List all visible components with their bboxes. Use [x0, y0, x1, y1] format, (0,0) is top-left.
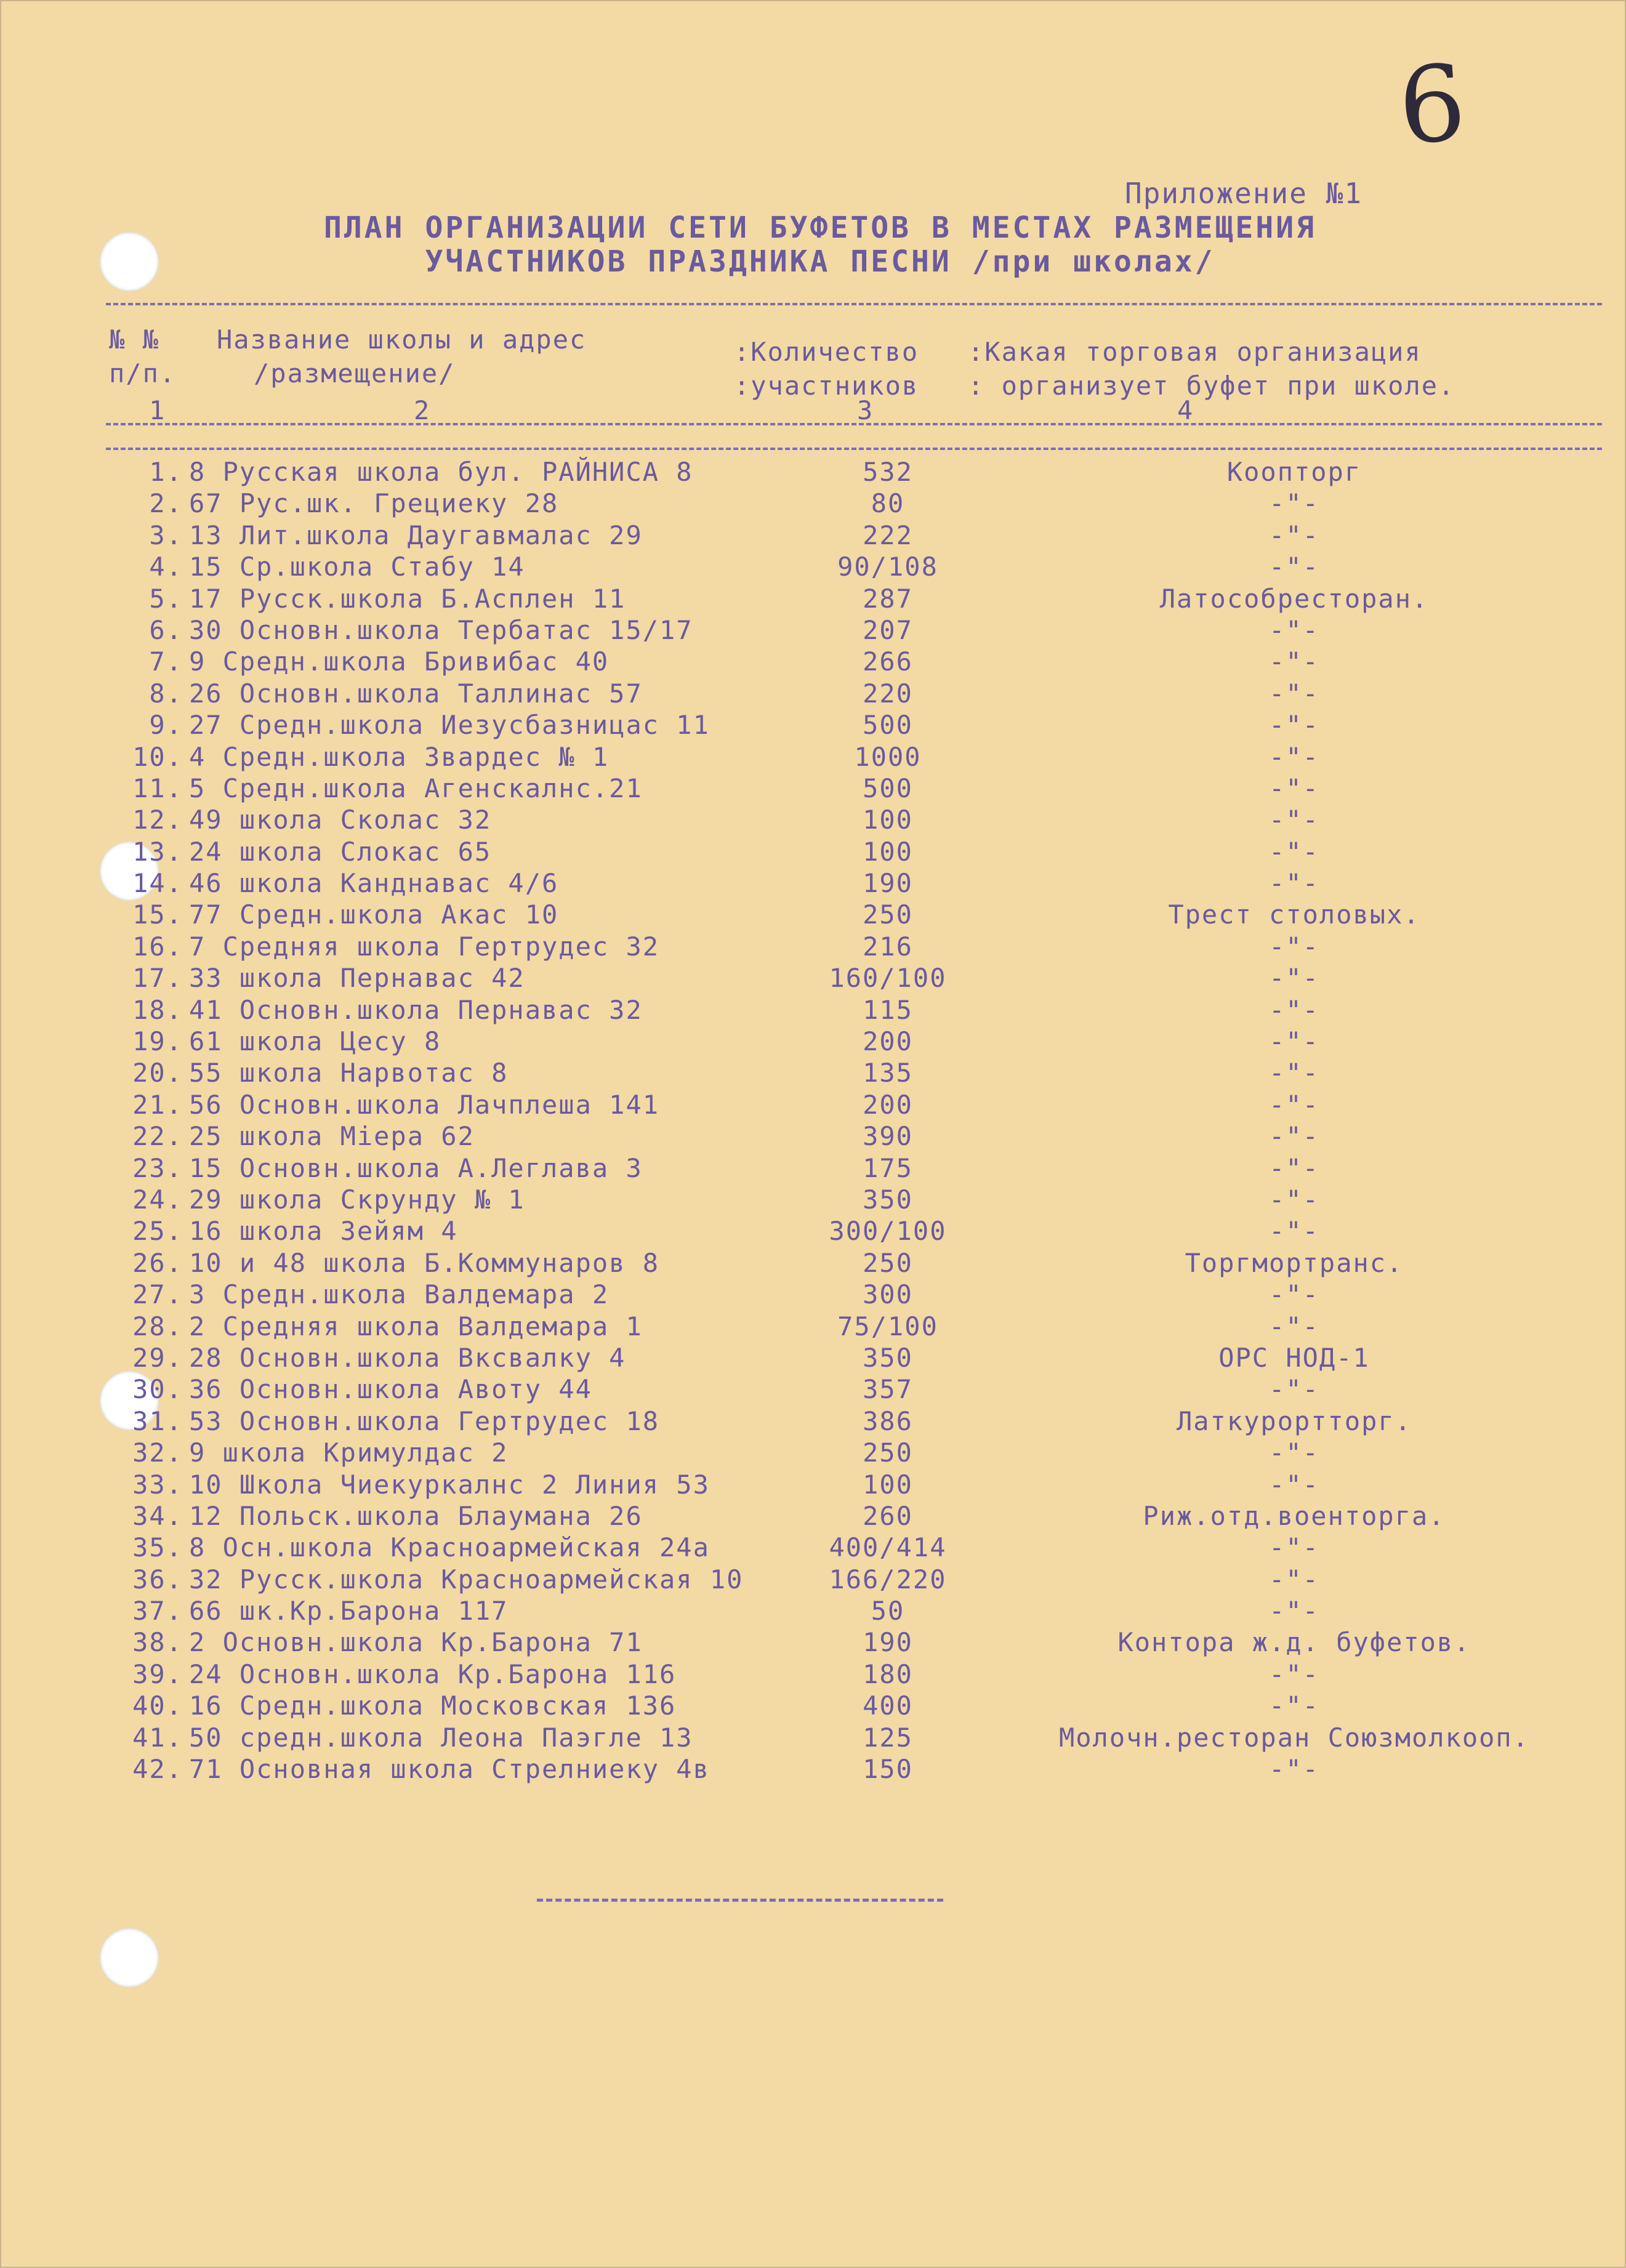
row-number: 5. — [149, 583, 183, 614]
row-number: 3. — [149, 520, 183, 550]
row-number: 25. — [132, 1216, 183, 1247]
participant-count: 80 — [871, 488, 905, 519]
closing-rule — [537, 1899, 943, 1902]
table-row — [1, 615, 1626, 646]
row-number: 19. — [132, 1026, 183, 1057]
handwritten-page-number: 6 — [1395, 42, 1470, 169]
participant-count: 220 — [863, 678, 913, 709]
school-address: 41 Основн.школа Пернавас 32 — [189, 994, 643, 1025]
trade-organization: -"- — [1269, 520, 1319, 550]
school-address: 29 школа Скрунду № 1 — [189, 1184, 525, 1215]
school-address: 71 Основная школа Стрелниеку 4в — [189, 1754, 710, 1785]
trade-organization: -"- — [1269, 1532, 1319, 1563]
table-row — [1, 710, 1626, 741]
table-row — [1, 1374, 1626, 1405]
table-row — [1, 805, 1626, 836]
trade-organization: -"- — [1269, 741, 1319, 772]
table-row — [1, 1121, 1626, 1152]
trade-organization: -"- — [1269, 1279, 1319, 1310]
trade-organization: -"- — [1269, 1121, 1319, 1152]
table-row — [1, 584, 1626, 615]
trade-organization: Контора ж.д. буфетов. — [1117, 1627, 1471, 1658]
participant-count: 532 — [863, 457, 913, 487]
row-number: 22. — [132, 1121, 183, 1152]
table-row — [1, 646, 1626, 678]
school-address: 16 Средн.школа Московская 136 — [189, 1691, 677, 1721]
table-row — [1, 931, 1626, 963]
row-number: 27. — [132, 1279, 183, 1310]
row-number: 21. — [132, 1089, 183, 1120]
school-address: 61 школа Цесу 8 — [189, 1026, 441, 1057]
trade-organization: -"- — [1269, 552, 1319, 582]
table-row — [1, 457, 1626, 488]
trade-organization: -"- — [1269, 1596, 1319, 1627]
school-address: 24 школа Слокас 65 — [189, 836, 492, 867]
school-address: 2 Средняя школа Валдемара 1 — [189, 1311, 643, 1341]
table-row — [1, 773, 1626, 805]
row-number: 42. — [132, 1754, 183, 1785]
document-title-line-1: ПЛАН ОРГАНИЗАЦИИ СЕТИ БУФЕТОВ В МЕСТАХ РАЗМЕЩЕНИЯ — [323, 211, 1317, 245]
participant-count: 190 — [863, 1627, 913, 1658]
trade-organization: -"- — [1269, 678, 1319, 709]
row-number: 13. — [132, 836, 183, 867]
participant-count: 90/108 — [837, 552, 938, 582]
participant-count: 500 — [863, 710, 913, 741]
participant-count: 115 — [863, 994, 913, 1025]
participant-count: 166/220 — [829, 1564, 947, 1594]
column-number-2: 2 — [414, 395, 430, 425]
school-address: 46 школа Канднавас 4/6 — [189, 868, 559, 899]
trade-organization: -"- — [1269, 710, 1319, 741]
participant-count: 386 — [863, 1405, 913, 1436]
school-address: 32 Русск.школа Красноармейская 10 — [189, 1564, 744, 1594]
school-address: 12 Польск.школа Блаумана 26 — [189, 1500, 643, 1531]
school-address: 33 школа Пернавас 42 — [189, 963, 525, 994]
school-address: 16 школа Зейям 4 — [189, 1216, 458, 1247]
trade-organization: -"- — [1269, 1058, 1319, 1088]
table-row — [1, 1501, 1626, 1532]
participant-count: 350 — [863, 1184, 913, 1215]
trade-organization: -"- — [1269, 805, 1319, 835]
row-number: 31. — [132, 1405, 183, 1436]
participant-count: 400/414 — [829, 1532, 947, 1563]
participant-count: 200 — [863, 1089, 913, 1120]
table-row — [1, 520, 1626, 552]
trade-organization: -"- — [1269, 1659, 1319, 1689]
trade-organization: Риж.отд.военторга. — [1143, 1500, 1446, 1531]
row-number: 4. — [149, 552, 183, 582]
table-row — [1, 837, 1626, 868]
participant-count: 250 — [863, 1247, 913, 1278]
participant-count: 250 — [863, 1438, 913, 1468]
table-row — [1, 868, 1626, 899]
row-number: 41. — [132, 1722, 183, 1753]
row-number: 32. — [132, 1438, 183, 1468]
school-address: 13 Лит.школа Даугавмалас 29 — [189, 520, 643, 550]
row-number: 37. — [132, 1596, 183, 1627]
table-row — [1, 1026, 1626, 1058]
participant-count: 175 — [863, 1152, 913, 1183]
school-address: 3 Средн.школа Валдемара 2 — [189, 1279, 610, 1310]
participant-count: 135 — [863, 1058, 913, 1088]
table-row — [1, 1470, 1626, 1501]
trade-organization: Латособресторан. — [1159, 583, 1429, 614]
header-bottom-rule — [106, 423, 1602, 425]
participant-count: 500 — [863, 773, 913, 803]
table-row — [1, 1754, 1626, 1785]
school-address: 17 Русск.школа Б.Асплен 11 — [189, 583, 626, 614]
header-school-line2: /размещение/ — [254, 358, 456, 388]
school-address: 53 Основн.школа Гертрудес 18 — [189, 1405, 660, 1436]
trade-organization: -"- — [1269, 836, 1319, 867]
participant-count: 266 — [863, 646, 913, 677]
participant-count: 75/100 — [837, 1311, 938, 1341]
trade-organization: Молочн.ресторан Союзмолкооп. — [1058, 1722, 1529, 1753]
buffet-plan-table — [1, 457, 1626, 1785]
school-address: 8 Русская школа бул. РАЙНИСА 8 — [189, 457, 693, 487]
participant-count: 160/100 — [829, 963, 947, 994]
row-number: 1. — [149, 457, 183, 487]
school-address: 28 Основн.школа Вксвалку 4 — [189, 1342, 626, 1373]
row-number: 18. — [132, 994, 183, 1025]
trade-organization: -"- — [1269, 773, 1319, 803]
table-row — [1, 963, 1626, 994]
table-row — [1, 678, 1626, 710]
school-address: 36 Основн.школа Авоту 44 — [189, 1374, 592, 1405]
table-row — [1, 1691, 1626, 1722]
participant-count: 1000 — [854, 741, 922, 772]
table-row — [1, 1090, 1626, 1121]
appendix-label: Приложение №1 — [1125, 177, 1363, 210]
participant-count: 390 — [863, 1121, 913, 1152]
school-address: 4 Средн.школа Звардес № 1 — [189, 741, 610, 772]
trade-organization: -"- — [1269, 1184, 1319, 1215]
trade-organization: -"- — [1269, 1564, 1319, 1594]
participant-count: 200 — [863, 1026, 913, 1057]
row-number: 38. — [132, 1627, 183, 1658]
school-address: 26 Основн.школа Таллинас 57 — [189, 678, 643, 709]
participant-count: 222 — [863, 520, 913, 550]
row-number: 24. — [132, 1184, 183, 1215]
table-row — [1, 1216, 1626, 1247]
participant-count: 180 — [863, 1659, 913, 1689]
header-org-line1: :Какая торговая организация — [968, 337, 1422, 367]
participant-count: 216 — [863, 931, 913, 962]
trade-organization: -"- — [1269, 614, 1319, 645]
school-address: 49 школа Сколас 32 — [189, 805, 492, 835]
row-number: 16. — [132, 931, 183, 962]
row-number: 10. — [132, 741, 183, 772]
table-row — [1, 488, 1626, 520]
row-number: 17. — [132, 963, 183, 994]
column-number-1: 1 — [149, 395, 165, 425]
row-number: 11. — [132, 773, 183, 803]
row-number: 7. — [149, 646, 183, 677]
row-number: 33. — [132, 1469, 183, 1500]
table-row — [1, 1248, 1626, 1279]
table-row — [1, 1723, 1626, 1754]
row-number: 28. — [132, 1311, 183, 1341]
trade-organization: -"- — [1269, 1089, 1319, 1120]
trade-organization: -"- — [1269, 1216, 1319, 1247]
trade-organization: -"- — [1269, 868, 1319, 899]
body-top-rule — [106, 448, 1602, 450]
trade-organization: Трест столовых. — [1168, 899, 1420, 930]
table-row — [1, 1659, 1626, 1691]
school-address: 50 средн.школа Леона Паэгле 13 — [189, 1722, 693, 1753]
participant-count: 50 — [871, 1596, 905, 1627]
header-school-line1: Название школы и адрес — [217, 324, 587, 355]
row-number: 34. — [132, 1500, 183, 1531]
trade-organization: -"- — [1269, 646, 1319, 677]
header-no-line1: № № — [109, 324, 159, 355]
header-count-line2: :участников — [734, 371, 919, 401]
school-address: 77 Средн.школа Акас 10 — [189, 899, 559, 930]
trade-organization: Торгмортранс. — [1185, 1247, 1404, 1278]
school-address: 10 и 48 школа Б.Коммунаров 8 — [189, 1247, 660, 1278]
participant-count: 260 — [863, 1500, 913, 1531]
trade-organization: -"- — [1269, 1691, 1319, 1721]
participant-count: 125 — [863, 1722, 913, 1753]
punch-hole — [100, 1928, 159, 1987]
participant-count: 350 — [863, 1342, 913, 1373]
school-address: 66 шк.Кр.Барона 117 — [189, 1596, 509, 1627]
table-row — [1, 1279, 1626, 1311]
participant-count: 300 — [863, 1279, 913, 1310]
school-address: 10 Школа Чиекуркалнс 2 Линия 53 — [189, 1469, 710, 1500]
trade-organization: -"- — [1269, 1469, 1319, 1500]
table-row — [1, 1311, 1626, 1343]
trade-organization: -"- — [1269, 931, 1319, 962]
punch-hole — [100, 232, 159, 291]
row-number: 20. — [132, 1058, 183, 1088]
column-number-4: 4 — [1177, 395, 1193, 425]
trade-organization: -"- — [1269, 1754, 1319, 1785]
trade-organization: -"- — [1269, 1026, 1319, 1057]
school-address: 25 школа Мiера 62 — [189, 1121, 475, 1152]
trade-organization: -"- — [1269, 1311, 1319, 1341]
row-number: 39. — [132, 1659, 183, 1689]
table-row — [1, 1343, 1626, 1374]
trade-organization: Коопторг — [1226, 457, 1362, 487]
participant-count: 100 — [863, 1469, 913, 1500]
school-address: 2 Основн.школа Кр.Барона 71 — [189, 1627, 643, 1658]
school-address: 24 Основн.школа Кр.Барона 116 — [189, 1659, 677, 1689]
table-row — [1, 1058, 1626, 1089]
participant-count: 300/100 — [829, 1216, 947, 1247]
school-address: 67 Рус.шк. Грециеку 28 — [189, 488, 559, 519]
row-number: 40. — [132, 1691, 183, 1721]
school-address: 5 Средн.школа Агенскалнс.21 — [189, 773, 643, 803]
trade-organization: -"- — [1269, 963, 1319, 994]
trade-organization: -"- — [1269, 1374, 1319, 1405]
trade-organization: -"- — [1269, 488, 1319, 519]
row-number: 12. — [132, 805, 183, 835]
table-row — [1, 1406, 1626, 1438]
row-number: 36. — [132, 1564, 183, 1594]
row-number: 29. — [132, 1342, 183, 1373]
document-title-line-2: УЧАСТНИКОВ ПРАЗДНИКА ПЕСНИ /при школах/ — [425, 244, 1215, 279]
school-address: 9 Средн.школа Бривибас 40 — [189, 646, 610, 677]
table-row — [1, 899, 1626, 931]
row-number: 26. — [132, 1247, 183, 1278]
table-row — [1, 1627, 1626, 1659]
school-address: 7 Средняя школа Гертрудес 32 — [189, 931, 660, 962]
trade-organization: -"- — [1269, 1438, 1319, 1468]
column-number-3: 3 — [857, 395, 873, 425]
participant-count: 100 — [863, 805, 913, 835]
participant-count: 357 — [863, 1374, 913, 1405]
header-count-line1: :Количество — [734, 337, 919, 367]
header-org-line2: : организует буфет при школе. — [968, 371, 1455, 401]
school-address: 15 Ср.школа Стабу 14 — [189, 552, 525, 582]
school-address: 56 Основн.школа Лачплеша 141 — [189, 1089, 660, 1120]
participant-count: 207 — [863, 614, 913, 645]
participant-count: 400 — [863, 1691, 913, 1721]
table-row — [1, 1532, 1626, 1564]
school-address: 27 Средн.школа Иезусбазницас 11 — [189, 710, 710, 741]
row-number: 14. — [132, 868, 183, 899]
row-number: 30. — [132, 1374, 183, 1405]
row-number: 35. — [132, 1532, 183, 1563]
school-address: 15 Основн.школа А.Леглава 3 — [189, 1152, 643, 1183]
trade-organization: -"- — [1269, 994, 1319, 1025]
header-no-line2: п/п. — [109, 358, 177, 388]
row-number: 23. — [132, 1152, 183, 1183]
participant-count: 190 — [863, 868, 913, 899]
table-row — [1, 995, 1626, 1026]
table-row — [1, 1153, 1626, 1184]
row-number: 6. — [149, 614, 183, 645]
row-number: 9. — [149, 710, 183, 741]
table-row — [1, 1438, 1626, 1469]
table-row — [1, 742, 1626, 773]
participant-count: 287 — [863, 583, 913, 614]
school-address: 8 Осн.школа Красноармейская 24а — [189, 1532, 710, 1563]
participant-count: 100 — [863, 836, 913, 867]
school-address: 55 школа Нарвотас 8 — [189, 1058, 509, 1088]
row-number: 2. — [149, 488, 183, 519]
row-number: 15. — [132, 899, 183, 930]
table-row — [1, 1564, 1626, 1596]
trade-organization: -"- — [1269, 1152, 1319, 1183]
participant-count: 150 — [863, 1754, 913, 1785]
table-row — [1, 1184, 1626, 1216]
participant-count: 250 — [863, 899, 913, 930]
school-address: 9 школа Кримулдас 2 — [189, 1438, 509, 1468]
school-address: 30 Основн.школа Тербатас 15/17 — [189, 614, 693, 645]
trade-organization: Латкурортторг. — [1176, 1405, 1412, 1436]
table-row — [1, 552, 1626, 583]
table-row — [1, 1596, 1626, 1627]
trade-organization: ОРС НОД-1 — [1218, 1342, 1370, 1373]
header-top-rule — [106, 303, 1602, 305]
row-number: 8. — [149, 678, 183, 709]
